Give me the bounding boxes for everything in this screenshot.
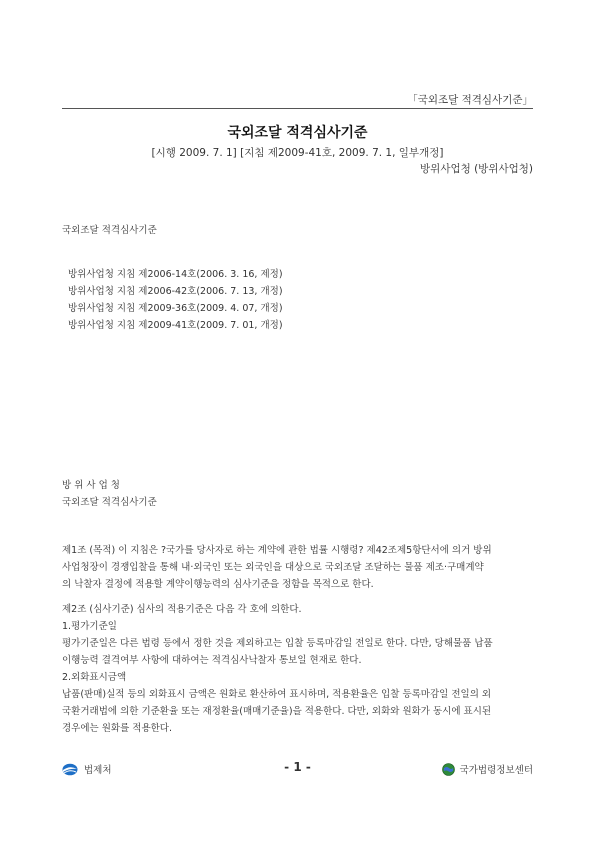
footer-agency-name: 법제처 (84, 765, 112, 776)
enforcement-info: [시행 2009. 7. 1] [지침 제2009-41호, 2009. 7. 1, 일부개정] (151, 147, 444, 159)
regulation-body (62, 542, 533, 737)
page-number: - 1 - (284, 760, 311, 774)
article-1-line: 의 낙찰자 결정에 적용할 계약이행능력의 심사기준을 정함을 목적으로 한다. (62, 579, 374, 590)
revision-item: 방위사업청 지침 제2009-36호(2009. 4. 07, 개정) (68, 303, 283, 314)
article-2-line: 경우에는 원화를 적용한다. (62, 723, 173, 734)
agency-name: 방 위 사 업 청 (62, 480, 120, 491)
section-title: 국외조달 적격심사기준 (62, 225, 157, 236)
header-divider (62, 108, 533, 109)
revision-item: 방위사업청 지침 제2006-42호(2006. 7. 13, 개정) (68, 286, 283, 297)
article-2-line: 평가기준일은 다른 법령 등에서 정한 것을 제외하고는 입찰 등록마감일 전일로 한다. 다만, 당해물품 납품 (62, 638, 493, 649)
article-2-line: 1.평가기준일 (62, 621, 117, 632)
document-header-label: 「국외조달 적격심사기준」 (407, 94, 533, 106)
footer-center-name: 국가법령정보센터 (459, 765, 533, 776)
revision-item: 방위사업청 지침 제2009-41호(2009. 7. 01, 개정) (68, 320, 283, 331)
revision-item: 방위사업청 지침 제2006-14호(2006. 3. 16, 제정) (68, 269, 283, 280)
article-2-line: 이행능력 결격여부 사항에 대하여는 적격심사낙찰자 통보일 현재로 한다. (62, 655, 362, 666)
globe-icon (442, 763, 455, 776)
regulation-name: 국외조달 적격심사기준 (62, 497, 157, 508)
article-1-line: 제1조 (목적) 이 지침은 ?국가를 당사자로 하는 계약에 관한 법률 시행령? 제42조제5항단서에 의거 방위 (62, 545, 492, 556)
agency-block (62, 477, 157, 511)
article-2-line: 2.외화표시금액 (62, 672, 127, 683)
article-2-line: 납품(판매)실적 등의 외화표시 금액은 원화로 환산하여 표시하며, 적용환율은 입찰 등록마감일 전일의 외 (62, 689, 492, 700)
article-2-line: 국환거래법에 의한 기준환율 또는 재정환율(매매기준율)을 적용한다. 다만, 외화와 원화가 동시에 표시된 (62, 706, 492, 717)
revision-history (68, 266, 283, 334)
document-title: 국외조달 적격심사기준 (227, 125, 368, 141)
article-1-line: 사업청장이 경쟁입찰을 통해 내·외국인 또는 외국인을 대상으로 국외조달 조달하는 물품 제조·구매계약 (62, 562, 484, 573)
footer-right (442, 762, 533, 776)
page-footer (62, 760, 533, 780)
issuing-agency: 방위사업청 (방위사업청) (420, 163, 533, 175)
article-2-line: 제2조 (심사기준) 심사의 적용기준은 다음 각 호에 의한다. (62, 604, 302, 615)
